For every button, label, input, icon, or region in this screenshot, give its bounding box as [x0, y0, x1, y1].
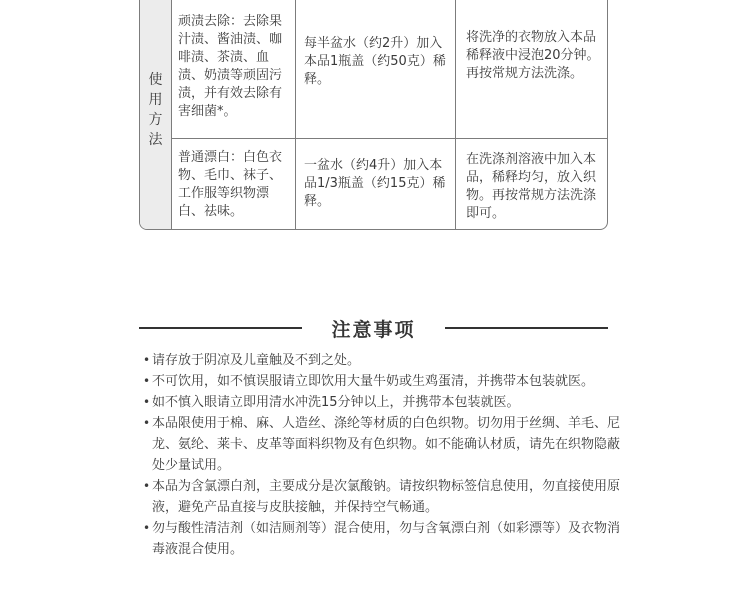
- usage-label-cell: [140, 0, 172, 229]
- notice-list: [143, 350, 625, 560]
- list-item: [143, 392, 625, 413]
- notice-section-header: [139, 315, 608, 341]
- notice-text: 如不慎入眼请立即用清水冲洗15分钟以上，并携带本包装就医。: [152, 395, 520, 410]
- bullet-icon: •: [143, 521, 151, 535]
- dosage-cell: 每半盆水（约2升）加入本品1瓶盖（约50克）稀释。: [296, 0, 456, 138]
- dosage-cell: 一盆水（约4升）加入本品1/3瓶盖（约15克）稀释。: [296, 139, 456, 229]
- usage-label: 使用方法: [148, 72, 163, 148]
- notice-text: 本品为含氯漂白剂，主要成分是次氯酸钠。请按织物标签信息使用，勿直接使用原液，避免产品直接与皮肤接触，并保持空气畅通。: [152, 479, 621, 515]
- bullet-icon: •: [143, 479, 151, 493]
- list-item: [143, 371, 625, 392]
- bullet-icon: •: [143, 353, 151, 367]
- bullet-icon: •: [143, 416, 151, 430]
- table-row: [172, 139, 607, 229]
- stain-type-cell: 顽渍去除：去除果汁渍、酱油渍、咖啡渍、茶渍、血渍、奶渍等顽固污渍，并有效去除有害细菌*。: [172, 0, 296, 138]
- notice-text: 不可饮用，如不慎误服请立即饮用大量牛奶或生鸡蛋清，并携带本包装就医。: [152, 374, 595, 389]
- bullet-icon: •: [143, 374, 151, 388]
- list-item: [143, 350, 625, 371]
- table-row: [172, 0, 607, 139]
- notice-text: 本品限使用于棉、麻、人造丝、涤纶等材质的白色织物。切勿用于丝绸、羊毛、尼龙、氨纶、莱卡、皮革等面料织物及有色织物。如不能确认材质，请先在织物隐蔽处少量试用。: [152, 416, 621, 473]
- list-item: [143, 476, 625, 518]
- notice-text: 勿与酸性清洁剂（如洁厕剂等）混合使用，勿与含氧漂白剂（如彩漂等）及衣物消毒液混合使用。: [152, 521, 621, 557]
- title-divider-left: [139, 327, 302, 329]
- list-item: [143, 518, 625, 560]
- bullet-icon: •: [143, 395, 151, 409]
- usage-table: [139, 0, 608, 230]
- notice-title: 注意事项: [331, 318, 416, 341]
- method-cell: 将洗净的衣物放入本品稀释液中浸泡20分钟。再按常规方法洗涤。: [466, 30, 600, 81]
- title-divider-right: [445, 327, 608, 329]
- usage-rows: [172, 0, 607, 229]
- list-item: [143, 413, 625, 476]
- method-cell: 在洗涤剂溶液中加入本品，稀释均匀，放入织物。再按常规方法洗涤即可。: [466, 152, 597, 221]
- stain-type-cell: 普通漂白：白色衣物、毛巾、袜子、工作服等织物漂白、祛味。: [172, 139, 296, 229]
- notice-text: 请存放于阴凉及儿童触及不到之处。: [152, 353, 361, 368]
